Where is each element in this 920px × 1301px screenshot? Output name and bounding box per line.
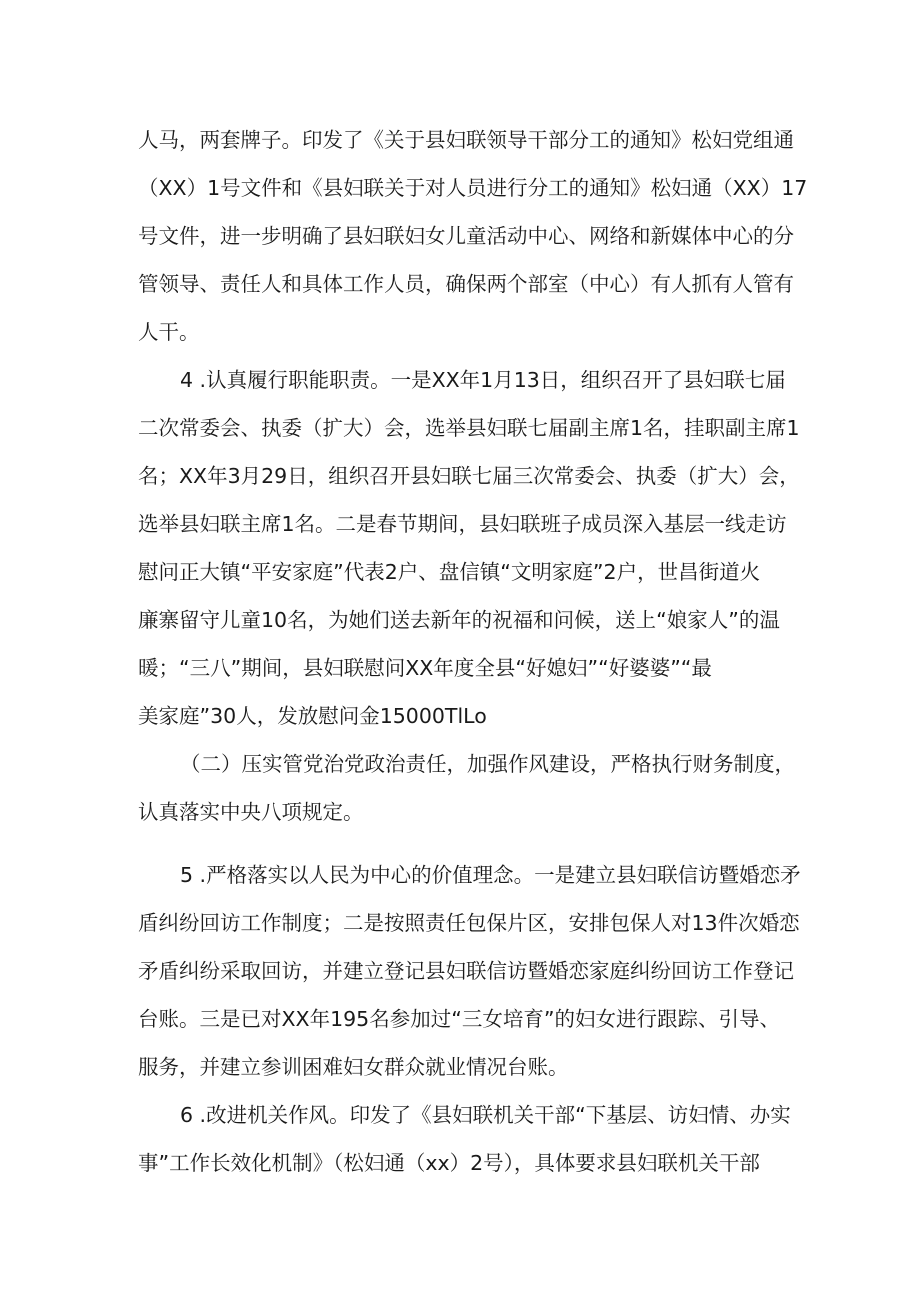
text-line: 号文件，进一步明确了县妇联妇女儿童活动中心、网络和新媒体中心的分 bbox=[138, 224, 794, 248]
text-line: 选举县妇联主席1名。二是春节期间，县妇联班子成员深入基层一线走访 bbox=[138, 512, 787, 536]
text-line: 廉寨留守儿童10名，为她们送去新年的祝福和问候，送上“娘家人”的温 bbox=[138, 608, 780, 632]
text-line: （XX）1号文件和《县妇联关于对人员进行分工的通知》松妇通（XX）17 bbox=[138, 176, 808, 200]
text-line: 服务，并建立参训困难妇女群众就业情况台账。 bbox=[138, 1055, 569, 1079]
paragraph-start-line: 6 .改进机关作风。印发了《县妇联机关干部“下基层、访妇情、办实 bbox=[180, 1103, 791, 1127]
text-line: 矛盾纠纷采取回访，并建立登记县妇联信访暨婚恋家庭纠纷回访工作登记 bbox=[138, 959, 794, 983]
text-line: 慰问正大镇“平安家庭”代表2户、盘信镇“文明家庭”2户，世昌街道火 bbox=[138, 560, 761, 584]
text-line: 美家庭”30人，发放慰问金15000TlLo bbox=[138, 704, 487, 728]
text-line: 管领导、责任人和具体工作人员，确保两个部室（中心）有人抓有人管有 bbox=[138, 272, 794, 296]
text-line: 盾纠纷回访工作制度；二是按照责任包保片区，安排包保人对13件次婚恋 bbox=[138, 911, 800, 935]
section-heading-line: （二）压实管党治党政治责任，加强作风建设，严格执行财务制度， bbox=[180, 752, 795, 776]
text-line: 暖；“三八”期间，县妇联慰问XX年度全县“好媳妇”“好婆婆”“最 bbox=[138, 656, 712, 680]
text-line: 名；XX年3月29日，组织召开县妇联七届三次常委会、执委（扩大）会， bbox=[138, 464, 800, 488]
text-line: 人马，两套牌子。印发了《关于县妇联领导干部分工的通知》松妇党组通 bbox=[138, 128, 794, 152]
text-line: 事”工作长效化机制》（松妇通（xx）2号），具体要求县妇联机关干部 bbox=[138, 1151, 760, 1175]
paragraph-start-line: 4 .认真履行职能职责。一是XX年1月13日，组织召开了县妇联七届 bbox=[180, 368, 786, 392]
text-line: 二次常委会、执委（扩大）会，选举县妇联七届副主席1名，挂职副主席1 bbox=[138, 416, 800, 440]
text-line: 认真落实中央八项规定。 bbox=[138, 800, 364, 824]
text-line: 台账。三是已对XX年195名参加过“三女培育”的妇女进行跟踪、引导、 bbox=[138, 1007, 780, 1031]
text-line: 人干。 bbox=[138, 320, 200, 344]
paragraph-start-line: 5 .严格落实以人民为中心的价值理念。一是建立县妇联信访暨婚恋矛 bbox=[180, 863, 801, 887]
